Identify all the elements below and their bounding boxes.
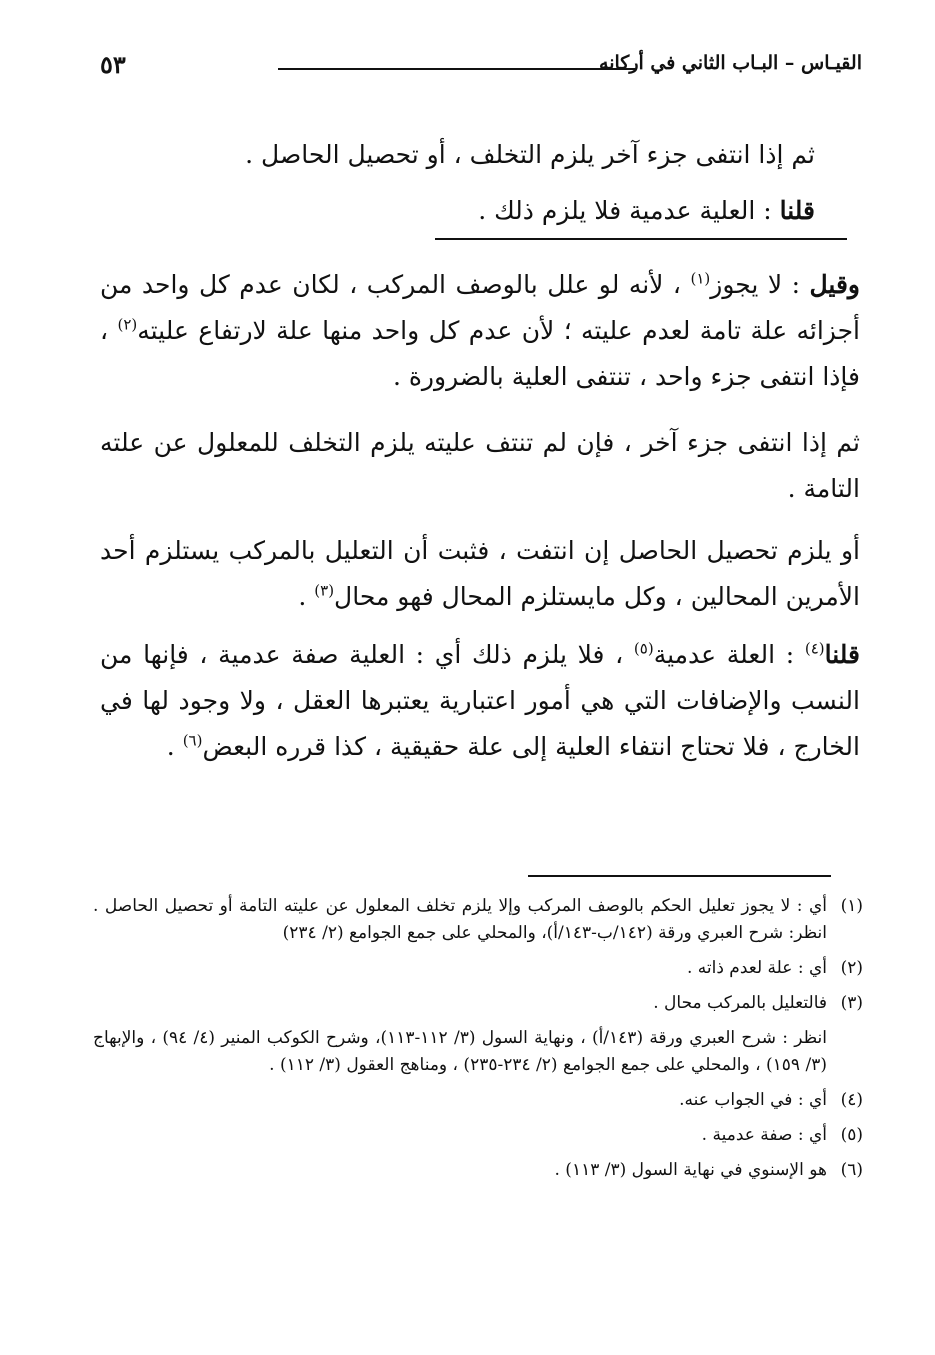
- paragraph-text: ، لأنه لو علل بالوصف المركب ، لكان عدم كل واحد من أجزائه علة تامة لعدم عليته ؛ لأن عدم كل واحد منها علة لارتفاع عليته: [100, 270, 860, 345]
- footnote: [93, 955, 863, 982]
- footnote: [93, 990, 863, 1017]
- footnote: [93, 1157, 863, 1184]
- footnote-text: أي : لا يجوز تعليل الحكم بالوصف المركب وإلا يلزم تخلف المعلول عن عليته التامة أو تحصيل الحاصل . انظر: شرح العبري ورقة (١٤٢/ب-١٤٣/أ)، والمحلي على جمع الجوامع (٢/ ٢٣٤): [93, 896, 827, 943]
- footnote-ref: (١): [690, 269, 711, 288]
- footnote-number: [827, 1025, 863, 1079]
- footnote: [93, 1087, 863, 1114]
- section-rule: [435, 238, 847, 240]
- footnote-number: (١): [840, 896, 863, 916]
- intro-lead: قلنا: [779, 196, 815, 225]
- paragraph-lead: وقيل: [809, 270, 860, 299]
- header-rule: [278, 68, 636, 70]
- paragraph-continuation: ثم إذا انتفى جزء آخر ، فإن لم تنتف عليته يلزم التخلف للمعلول عن علته التامة .: [100, 428, 860, 503]
- footnote-ref: (٣): [314, 581, 335, 600]
- intro-line-1: ثم إذا انتفى جزء آخر يلزم التخلف ، أو تحصيل الحاصل .: [245, 140, 815, 169]
- paragraph-text: : العلة عدمية: [653, 640, 805, 669]
- intro-line-2-text: : العلية عدمية فلا يلزم ذلك .: [478, 196, 780, 225]
- footnote-text: هو الإسنوي في نهاية السول (٣/ ١١٣) .: [554, 1160, 827, 1180]
- footnote-ref: (٤): [804, 639, 825, 658]
- paragraph-text: : لا يجوز: [710, 270, 810, 299]
- paragraph-text: .: [166, 732, 183, 761]
- footnote-text: انظر : شرح العبري ورقة (١٤٣/أ) ، ونهاية السول (٣/ ١١٢-١١٣)، وشرح الكوكب المنير (٤/ ٩٤) ، والإبهاج (٣/ ١٥٩) ، والمحلي على جمع الجوامع (٢/ ٢٣٤-٢٣٥) ، ومناهج العقول (٣/ ١١٢) .: [93, 1028, 827, 1075]
- running-title: القيـاس – البـاب الثاني في أركانه: [599, 52, 862, 74]
- footnote-ref: (٢): [117, 315, 138, 334]
- footnote: [93, 1122, 863, 1149]
- intro-line-2: [115, 188, 815, 234]
- footnote-continuation: [93, 1025, 863, 1079]
- page-number: ٥٣: [100, 50, 126, 79]
- footnote-ref: (٥): [633, 639, 654, 658]
- paragraph-objection: [100, 262, 860, 400]
- paragraph-response: [100, 632, 860, 770]
- page-header: [100, 50, 862, 90]
- footnote-number: (٤): [840, 1090, 863, 1110]
- footnote-number: (٣): [840, 993, 863, 1013]
- footnote-number: (٥): [840, 1125, 863, 1145]
- footnote-text: فالتعليل بالمركب محال .: [653, 993, 827, 1013]
- paragraph-text: ، فإذا انتفى جزء واحد ، تنتفى العلية بالضرورة .: [100, 316, 860, 391]
- paragraph-conclusion: [100, 528, 860, 620]
- paragraph-text: أو يلزم تحصيل الحاصل إن انتفت ، فثبت أن التعليل بالمركب يستلزم أحد الأمرين المحالين ، وكل مايستلزم المحال فهو محال: [100, 536, 860, 611]
- footnote-text: أي : في الجواب عنه.: [679, 1090, 827, 1110]
- footnote-text: أي : علة لعدم ذاته .: [686, 958, 827, 978]
- paragraph-lead: قلنا: [824, 640, 860, 669]
- paragraph-text: ، فلا يلزم ذلك أي : العلية صفة عدمية ، فإنها من النسب والإضافات التي هي أمور اعتبارية يعتبرها العقل ، ولا وجود لها في الخارج ، فلا تحتاج انتفاء العلية إلى علة حقيقية ، كذا قرره البعض: [100, 640, 860, 761]
- footnote: [93, 893, 863, 947]
- footnotes: [93, 893, 863, 1192]
- footnote-text: أي : صفة عدمية .: [701, 1125, 827, 1145]
- footnote-number: (٢): [840, 958, 863, 978]
- paragraph-text: .: [298, 582, 315, 611]
- footnote-number: (٦): [840, 1160, 863, 1180]
- footnote-ref: (٦): [182, 731, 203, 750]
- footnote-rule: [528, 875, 831, 877]
